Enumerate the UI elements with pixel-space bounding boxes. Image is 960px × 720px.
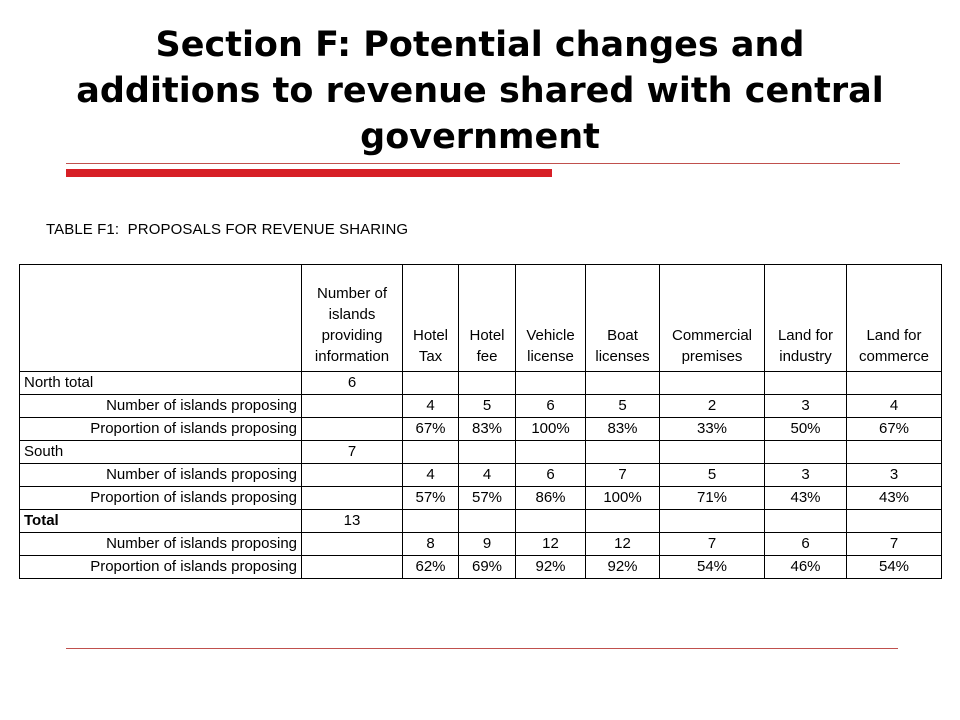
table-cell: 50% bbox=[765, 418, 847, 441]
table-cell: 3 bbox=[765, 464, 847, 487]
table-cell: 5 bbox=[586, 395, 660, 418]
table-row bbox=[20, 418, 942, 441]
table-cell bbox=[403, 510, 459, 533]
table-cell: 54% bbox=[660, 556, 765, 579]
table-cell: 7 bbox=[586, 464, 660, 487]
table-cell: 6 bbox=[516, 464, 586, 487]
table-cell bbox=[459, 441, 516, 464]
table-cell: 6 bbox=[516, 395, 586, 418]
table-cell: 5 bbox=[660, 464, 765, 487]
table-row bbox=[20, 510, 942, 533]
table-cell: 71% bbox=[660, 487, 765, 510]
table-cell bbox=[516, 441, 586, 464]
table-row bbox=[20, 395, 942, 418]
table-cell bbox=[516, 372, 586, 395]
table-cell bbox=[302, 533, 403, 556]
row-label: Proportion of islands proposing bbox=[20, 418, 302, 441]
table-cell bbox=[302, 556, 403, 579]
top-thin-divider bbox=[66, 163, 900, 164]
table-cell: 43% bbox=[765, 487, 847, 510]
table-cell bbox=[586, 372, 660, 395]
table-cell: 6 bbox=[765, 533, 847, 556]
header-land-for-commerce: Land for commerce bbox=[847, 265, 942, 372]
table-cell: 5 bbox=[459, 395, 516, 418]
table-cell: 67% bbox=[847, 418, 942, 441]
table-row bbox=[20, 441, 942, 464]
header-land-for-industry: Land for industry bbox=[765, 265, 847, 372]
header-hotel-fee: Hotel fee bbox=[459, 265, 516, 372]
header-islands-providing-info: Number of islands providing information bbox=[302, 265, 403, 372]
table-row bbox=[20, 556, 942, 579]
table-cell: 57% bbox=[403, 487, 459, 510]
table-cell: 6 bbox=[302, 372, 403, 395]
table-cell bbox=[586, 441, 660, 464]
header-commercial-premises: Commercial premises bbox=[660, 265, 765, 372]
table-cell: 7 bbox=[302, 441, 403, 464]
header-blank bbox=[20, 265, 302, 372]
row-label: North total bbox=[20, 372, 302, 395]
table-cell: 4 bbox=[403, 464, 459, 487]
table-cell: 3 bbox=[847, 464, 942, 487]
table-cell: 8 bbox=[403, 533, 459, 556]
table-cell: 4 bbox=[403, 395, 459, 418]
table-cell bbox=[302, 418, 403, 441]
table-cell: 3 bbox=[765, 395, 847, 418]
table-cell bbox=[302, 487, 403, 510]
table-cell bbox=[847, 441, 942, 464]
table-cell: 83% bbox=[459, 418, 516, 441]
table-cell bbox=[459, 372, 516, 395]
table-cell: 4 bbox=[847, 395, 942, 418]
table-row bbox=[20, 533, 942, 556]
table-cell: 13 bbox=[302, 510, 403, 533]
table-cell bbox=[660, 510, 765, 533]
table-cell bbox=[403, 372, 459, 395]
table-row bbox=[20, 372, 942, 395]
table-cell: 12 bbox=[516, 533, 586, 556]
table-cell: 92% bbox=[516, 556, 586, 579]
table-cell bbox=[302, 464, 403, 487]
table-caption: TABLE F1: PROPOSALS FOR REVENUE SHARING bbox=[46, 221, 409, 238]
table-cell bbox=[302, 395, 403, 418]
table-cell bbox=[660, 372, 765, 395]
table-cell: 9 bbox=[459, 533, 516, 556]
table-cell bbox=[765, 510, 847, 533]
table-cell bbox=[403, 441, 459, 464]
table-cell: 2 bbox=[660, 395, 765, 418]
row-label: Proportion of islands proposing bbox=[20, 556, 302, 579]
table-cell: 46% bbox=[765, 556, 847, 579]
table-cell: 67% bbox=[403, 418, 459, 441]
row-label: Number of islands proposing bbox=[20, 464, 302, 487]
table-cell: 83% bbox=[586, 418, 660, 441]
table-cell: 69% bbox=[459, 556, 516, 579]
row-label: Number of islands proposing bbox=[20, 533, 302, 556]
table-cell: 7 bbox=[660, 533, 765, 556]
header-boat-licenses: Boat licenses bbox=[586, 265, 660, 372]
table-cell bbox=[516, 510, 586, 533]
row-label: Total bbox=[20, 510, 302, 533]
table-cell bbox=[459, 510, 516, 533]
table-cell: 12 bbox=[586, 533, 660, 556]
table-cell: 92% bbox=[586, 556, 660, 579]
revenue-sharing-table bbox=[19, 264, 942, 579]
header-hotel-tax: Hotel Tax bbox=[403, 265, 459, 372]
table-cell: 7 bbox=[847, 533, 942, 556]
table-cell: 100% bbox=[586, 487, 660, 510]
row-label: Proportion of islands proposing bbox=[20, 487, 302, 510]
table-cell: 100% bbox=[516, 418, 586, 441]
table-cell bbox=[847, 372, 942, 395]
table-cell bbox=[660, 441, 765, 464]
row-label: South bbox=[20, 441, 302, 464]
header-vehicle-license: Vehicle license bbox=[516, 265, 586, 372]
table-header-row bbox=[20, 265, 942, 372]
top-accent-bar bbox=[66, 169, 552, 177]
table-cell: 4 bbox=[459, 464, 516, 487]
table-cell bbox=[586, 510, 660, 533]
table-row bbox=[20, 487, 942, 510]
table-cell: 62% bbox=[403, 556, 459, 579]
bottom-thin-divider bbox=[66, 648, 898, 649]
row-label: Number of islands proposing bbox=[20, 395, 302, 418]
table-cell: 43% bbox=[847, 487, 942, 510]
table-cell bbox=[765, 372, 847, 395]
table-cell bbox=[765, 441, 847, 464]
table-row bbox=[20, 464, 942, 487]
table-cell bbox=[847, 510, 942, 533]
table-cell: 57% bbox=[459, 487, 516, 510]
table-cell: 86% bbox=[516, 487, 586, 510]
slide-title: Section F: Potential changes and additions to revenue shared with central government bbox=[76, 25, 884, 157]
table-cell: 33% bbox=[660, 418, 765, 441]
table-cell: 54% bbox=[847, 556, 942, 579]
